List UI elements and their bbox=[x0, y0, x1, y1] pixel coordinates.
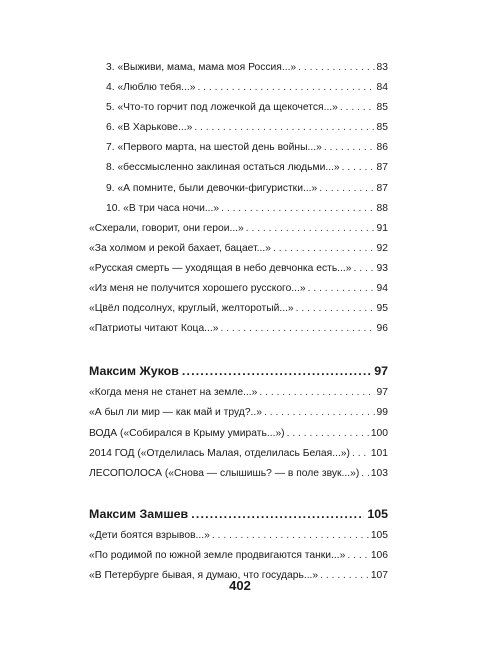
toc-entry[interactable] bbox=[89, 299, 388, 319]
toc-entry-page: 92 bbox=[376, 242, 388, 254]
author-page: 97 bbox=[374, 364, 388, 379]
dot-leader bbox=[319, 179, 374, 199]
toc-entry-page: 87 bbox=[376, 182, 388, 194]
toc-entry[interactable] bbox=[89, 239, 388, 259]
toc-entry-page: 84 bbox=[376, 82, 388, 94]
toc-entry-title: «Цвёл подсолнух, круглый, желторотый...» bbox=[89, 303, 294, 315]
toc-entry-page: 95 bbox=[376, 303, 388, 315]
toc-entry-page: 97 bbox=[376, 387, 388, 399]
dot-leader bbox=[298, 58, 374, 78]
toc-entry[interactable] bbox=[89, 319, 388, 339]
toc-entry[interactable] bbox=[89, 383, 388, 403]
toc-entry-title: 3. «Выживи, мама, мама моя Россия...» bbox=[106, 62, 297, 73]
toc-entry-title: 2014 ГОД («Отделилась Малая, отделилась Белая...») bbox=[89, 447, 350, 459]
toc-entry-page: 96 bbox=[376, 323, 388, 335]
toc-entry-title: «В Петербурге бывая, я думаю, что государь...» bbox=[89, 569, 319, 581]
toc-entry-page: 99 bbox=[376, 407, 388, 419]
toc-entry-page: 101 bbox=[370, 447, 388, 459]
dot-leader bbox=[361, 464, 369, 484]
section-spacer bbox=[89, 339, 388, 359]
toc-entry-title: ВОДА («Собирался в Крыму умирать...») bbox=[89, 427, 285, 439]
dot-leader bbox=[354, 259, 375, 279]
author-name: Максим Замшев bbox=[89, 506, 189, 521]
toc-entry-title: 5. «Что-то горчит под ложечкой да щекочется...» bbox=[106, 102, 338, 114]
section-spacer bbox=[89, 484, 388, 502]
dot-leader bbox=[194, 118, 374, 138]
toc-entry-title: «А был ли мир — как май и труд?..» bbox=[89, 407, 262, 419]
dot-leader bbox=[296, 299, 375, 319]
toc-entry-title: «Из меня не получится хорошего русского...» bbox=[89, 283, 306, 295]
toc-entry-title: 8. «бессмысленно заклиная остаться людьми...» bbox=[106, 162, 340, 174]
toc-entry-page: 85 bbox=[376, 122, 388, 134]
dot-leader bbox=[308, 279, 375, 299]
dot-leader bbox=[259, 383, 374, 403]
author-heading[interactable] bbox=[89, 359, 388, 383]
dot-leader bbox=[342, 158, 375, 178]
toc-entry[interactable] bbox=[89, 444, 388, 464]
toc-entry[interactable] bbox=[89, 158, 388, 178]
toc-entry-title: «За холмом и рекой бахает, бацает...» bbox=[89, 242, 271, 254]
toc-entry-title: 4. «Люблю тебя...» bbox=[106, 82, 196, 94]
dot-leader bbox=[287, 424, 369, 444]
table-of-contents bbox=[89, 58, 388, 586]
toc-entry-page: 105 bbox=[370, 529, 388, 541]
toc-entry-page: 86 bbox=[376, 142, 388, 154]
toc-entry-page: 94 bbox=[376, 283, 388, 295]
toc-entry[interactable] bbox=[89, 138, 388, 158]
toc-entry-page: 88 bbox=[376, 202, 388, 214]
dot-leader bbox=[324, 138, 375, 158]
toc-entry-page: 93 bbox=[376, 262, 388, 274]
dot-leader bbox=[191, 502, 364, 526]
dot-leader bbox=[221, 199, 374, 219]
toc-entry[interactable] bbox=[89, 78, 388, 98]
author-page: 105 bbox=[367, 506, 388, 521]
toc-entry[interactable] bbox=[89, 546, 388, 566]
dot-leader bbox=[352, 444, 369, 464]
toc-entry-title: «Русская смерть — уходящая в небо девчонка есть...» bbox=[89, 262, 352, 274]
toc-entry[interactable] bbox=[89, 424, 388, 444]
toc-entry-title: 7. «Первого марта, на шестой день войны...» bbox=[106, 142, 322, 154]
dot-leader bbox=[246, 219, 375, 239]
toc-entry-title: 10. «В три часа ночи...» bbox=[106, 202, 220, 214]
toc-entry-title: 6. «В Харькове...» bbox=[106, 122, 193, 134]
toc-entry-page: 106 bbox=[370, 549, 388, 561]
toc-entry[interactable] bbox=[89, 219, 388, 239]
toc-entry-page: 85 bbox=[376, 102, 388, 114]
toc-entry-page: 91 bbox=[376, 222, 388, 234]
toc-entry[interactable] bbox=[89, 179, 388, 199]
toc-entry-title: «По родимой по южной земле продвигаются танки...» bbox=[89, 549, 346, 561]
toc-entry-title: «Дети боятся взрывов...» bbox=[89, 529, 210, 541]
toc-entry[interactable] bbox=[89, 526, 388, 546]
toc-entry[interactable] bbox=[89, 464, 388, 484]
toc-entry-page: 103 bbox=[370, 467, 388, 479]
toc-entry[interactable] bbox=[89, 98, 388, 118]
toc-entry-title: ЛЕСОПОЛОСА («Снова — слышишь? — в поле звук...») bbox=[89, 467, 360, 479]
toc-entry-title: 9. «А помните, были девочки-фигуристки...» bbox=[106, 182, 318, 194]
author-heading[interactable] bbox=[89, 502, 388, 526]
toc-entry-page: 87 bbox=[376, 162, 388, 174]
dot-leader bbox=[273, 239, 375, 259]
dot-leader bbox=[220, 319, 374, 339]
author-name: Максим Жуков bbox=[89, 364, 179, 379]
toc-entry[interactable] bbox=[89, 118, 388, 138]
toc-entry[interactable] bbox=[89, 403, 388, 423]
toc-entry-page: 100 bbox=[370, 427, 388, 439]
dot-leader bbox=[264, 403, 375, 423]
toc-entry[interactable] bbox=[89, 259, 388, 279]
dot-leader bbox=[212, 526, 369, 546]
toc-entry[interactable] bbox=[89, 279, 388, 299]
toc-entry[interactable] bbox=[89, 58, 388, 78]
dot-leader bbox=[182, 359, 371, 383]
toc-entry-title: «Патриоты читают Коца...» bbox=[89, 323, 219, 335]
page-number: 402 bbox=[229, 578, 251, 593]
toc-entry-page: 107 bbox=[370, 569, 388, 581]
toc-entry-title: «Схерали, говорит, они герои...» bbox=[89, 222, 244, 234]
toc-entry[interactable] bbox=[89, 199, 388, 219]
toc-entry-title: «Когда меня не станет на земле...» bbox=[89, 387, 258, 399]
toc-entry-page: 83 bbox=[376, 62, 388, 73]
dot-leader bbox=[340, 98, 375, 118]
dot-leader bbox=[347, 546, 368, 566]
dot-leader bbox=[197, 78, 374, 98]
